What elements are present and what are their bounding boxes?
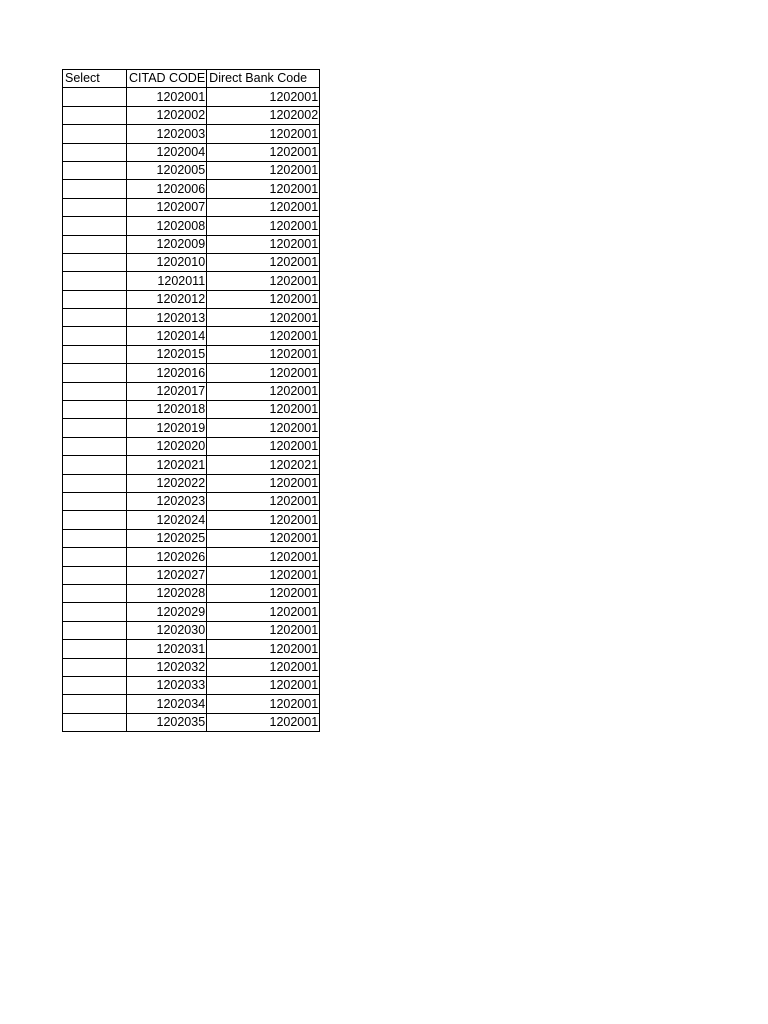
direct-bank-code-cell[interactable]: 1202001 [207, 511, 320, 529]
citad-code-cell[interactable]: 1202023 [127, 492, 207, 510]
table-row [63, 419, 320, 437]
citad-code-cell[interactable]: 1202032 [127, 658, 207, 676]
table-row [63, 290, 320, 308]
direct-bank-code-cell[interactable]: 1202001 [207, 309, 320, 327]
direct-bank-code-cell[interactable]: 1202001 [207, 713, 320, 731]
citad-code-cell[interactable]: 1202018 [127, 401, 207, 419]
direct-bank-code-cell[interactable]: 1202001 [207, 345, 320, 363]
citad-code-cell[interactable]: 1202021 [127, 456, 207, 474]
direct-bank-code-cell[interactable]: 1202001 [207, 401, 320, 419]
table-row [63, 621, 320, 639]
table-row [63, 658, 320, 676]
select-cell[interactable] [63, 88, 127, 106]
table-row [63, 235, 320, 253]
citad-code-cell[interactable]: 1202007 [127, 198, 207, 216]
select-cell[interactable] [63, 401, 127, 419]
citad-code-cell[interactable]: 1202025 [127, 529, 207, 547]
citad-code-cell[interactable]: 1202017 [127, 382, 207, 400]
table-row [63, 474, 320, 492]
select-cell[interactable] [63, 382, 127, 400]
select-cell[interactable] [63, 584, 127, 602]
direct-bank-code-cell[interactable]: 1202001 [207, 125, 320, 143]
select-cell[interactable] [63, 217, 127, 235]
table-row [63, 529, 320, 547]
direct-bank-code-cell[interactable]: 1202001 [207, 235, 320, 253]
direct-bank-code-cell[interactable]: 1202001 [207, 364, 320, 382]
table-row [63, 327, 320, 345]
direct-bank-code-cell[interactable]: 1202001 [207, 603, 320, 621]
header-direct-bank-code: Direct Bank Code [207, 70, 320, 88]
citad-code-cell[interactable]: 1202028 [127, 584, 207, 602]
citad-code-cell[interactable]: 1202022 [127, 474, 207, 492]
table-row [63, 603, 320, 621]
table-row [63, 676, 320, 694]
select-cell[interactable] [63, 437, 127, 455]
select-cell[interactable] [63, 640, 127, 658]
citad-code-cell[interactable]: 1202015 [127, 345, 207, 363]
direct-bank-code-cell[interactable]: 1202001 [207, 584, 320, 602]
table-row [63, 88, 320, 106]
citad-code-cell[interactable]: 1202012 [127, 290, 207, 308]
table-row [63, 217, 320, 235]
direct-bank-code-cell[interactable]: 1202001 [207, 474, 320, 492]
table-row [63, 125, 320, 143]
table-row [63, 345, 320, 363]
citad-code-cell[interactable]: 1202020 [127, 437, 207, 455]
select-cell[interactable] [63, 492, 127, 510]
direct-bank-code-cell[interactable]: 1202001 [207, 272, 320, 290]
select-cell[interactable] [63, 456, 127, 474]
select-cell[interactable] [63, 290, 127, 308]
select-cell[interactable] [63, 695, 127, 713]
citad-code-cell[interactable]: 1202013 [127, 309, 207, 327]
direct-bank-code-cell[interactable]: 1202001 [207, 161, 320, 179]
select-cell[interactable] [63, 106, 127, 124]
code-table [62, 69, 320, 732]
direct-bank-code-cell[interactable]: 1202001 [207, 143, 320, 161]
select-cell[interactable] [63, 198, 127, 216]
citad-code-cell[interactable]: 1202001 [127, 88, 207, 106]
table-row [63, 382, 320, 400]
table-row [63, 640, 320, 658]
select-cell[interactable] [63, 143, 127, 161]
table-row [63, 309, 320, 327]
table-row [63, 695, 320, 713]
select-cell[interactable] [63, 272, 127, 290]
direct-bank-code-cell[interactable]: 1202001 [207, 658, 320, 676]
direct-bank-code-cell[interactable]: 1202001 [207, 695, 320, 713]
select-cell[interactable] [63, 180, 127, 198]
table-row [63, 401, 320, 419]
direct-bank-code-cell[interactable]: 1202001 [207, 437, 320, 455]
citad-code-cell[interactable]: 1202031 [127, 640, 207, 658]
direct-bank-code-cell[interactable]: 1202001 [207, 621, 320, 639]
citad-code-cell[interactable]: 1202004 [127, 143, 207, 161]
select-cell[interactable] [63, 474, 127, 492]
table-row [63, 437, 320, 455]
table-row [63, 253, 320, 271]
citad-code-cell[interactable]: 1202019 [127, 419, 207, 437]
citad-code-cell[interactable]: 1202027 [127, 566, 207, 584]
select-cell[interactable] [63, 327, 127, 345]
select-cell[interactable] [63, 529, 127, 547]
header-select: Select [63, 70, 127, 88]
citad-code-cell[interactable]: 1202005 [127, 161, 207, 179]
select-cell[interactable] [63, 161, 127, 179]
header-citad-code: CITAD CODE [127, 70, 207, 88]
direct-bank-code-cell[interactable]: 1202001 [207, 290, 320, 308]
citad-code-cell[interactable]: 1202006 [127, 180, 207, 198]
direct-bank-code-cell[interactable]: 1202001 [207, 180, 320, 198]
table-row [63, 566, 320, 584]
table-row [63, 492, 320, 510]
citad-code-cell[interactable]: 1202030 [127, 621, 207, 639]
table-row [63, 584, 320, 602]
direct-bank-code-cell[interactable]: 1202001 [207, 529, 320, 547]
select-cell[interactable] [63, 603, 127, 621]
citad-code-cell[interactable]: 1202034 [127, 695, 207, 713]
table-row [63, 456, 320, 474]
citad-code-cell[interactable]: 1202010 [127, 253, 207, 271]
select-cell[interactable] [63, 511, 127, 529]
citad-code-cell[interactable]: 1202002 [127, 106, 207, 124]
direct-bank-code-cell[interactable]: 1202001 [207, 382, 320, 400]
citad-code-cell[interactable]: 1202033 [127, 676, 207, 694]
direct-bank-code-cell[interactable]: 1202001 [207, 217, 320, 235]
direct-bank-code-cell[interactable]: 1202001 [207, 548, 320, 566]
direct-bank-code-cell[interactable]: 1202021 [207, 456, 320, 474]
table-header [63, 70, 320, 88]
citad-code-cell[interactable]: 1202024 [127, 511, 207, 529]
select-cell[interactable] [63, 419, 127, 437]
direct-bank-code-cell[interactable]: 1202001 [207, 566, 320, 584]
select-cell[interactable] [63, 548, 127, 566]
direct-bank-code-cell[interactable]: 1202001 [207, 198, 320, 216]
direct-bank-code-cell[interactable]: 1202001 [207, 676, 320, 694]
select-cell[interactable] [63, 345, 127, 363]
citad-code-cell[interactable]: 1202014 [127, 327, 207, 345]
citad-code-cell[interactable]: 1202009 [127, 235, 207, 253]
select-cell[interactable] [63, 364, 127, 382]
select-cell[interactable] [63, 658, 127, 676]
select-cell[interactable] [63, 621, 127, 639]
citad-code-cell[interactable]: 1202029 [127, 603, 207, 621]
citad-code-cell[interactable]: 1202026 [127, 548, 207, 566]
table-row [63, 272, 320, 290]
table-row [63, 198, 320, 216]
table-row [63, 511, 320, 529]
select-cell[interactable] [63, 566, 127, 584]
header-row [63, 70, 320, 88]
citad-code-cell[interactable]: 1202016 [127, 364, 207, 382]
table-row [63, 180, 320, 198]
direct-bank-code-cell[interactable]: 1202001 [207, 640, 320, 658]
direct-bank-code-cell[interactable]: 1202001 [207, 492, 320, 510]
table-row [63, 364, 320, 382]
select-cell[interactable] [63, 235, 127, 253]
citad-code-cell[interactable]: 1202011 [127, 272, 207, 290]
table-row [63, 713, 320, 731]
direct-bank-code-cell[interactable]: 1202001 [207, 419, 320, 437]
table-row [63, 161, 320, 179]
citad-code-cell[interactable]: 1202035 [127, 713, 207, 731]
select-cell[interactable] [63, 713, 127, 731]
direct-bank-code-cell[interactable]: 1202001 [207, 88, 320, 106]
citad-code-cell[interactable]: 1202003 [127, 125, 207, 143]
select-cell[interactable] [63, 253, 127, 271]
select-cell[interactable] [63, 125, 127, 143]
table-body [63, 88, 320, 732]
direct-bank-code-cell[interactable]: 1202001 [207, 327, 320, 345]
citad-code-cell[interactable]: 1202008 [127, 217, 207, 235]
direct-bank-code-cell[interactable]: 1202001 [207, 253, 320, 271]
table-row [63, 106, 320, 124]
table-row [63, 548, 320, 566]
select-cell[interactable] [63, 309, 127, 327]
table-row [63, 143, 320, 161]
select-cell[interactable] [63, 676, 127, 694]
direct-bank-code-cell[interactable]: 1202002 [207, 106, 320, 124]
